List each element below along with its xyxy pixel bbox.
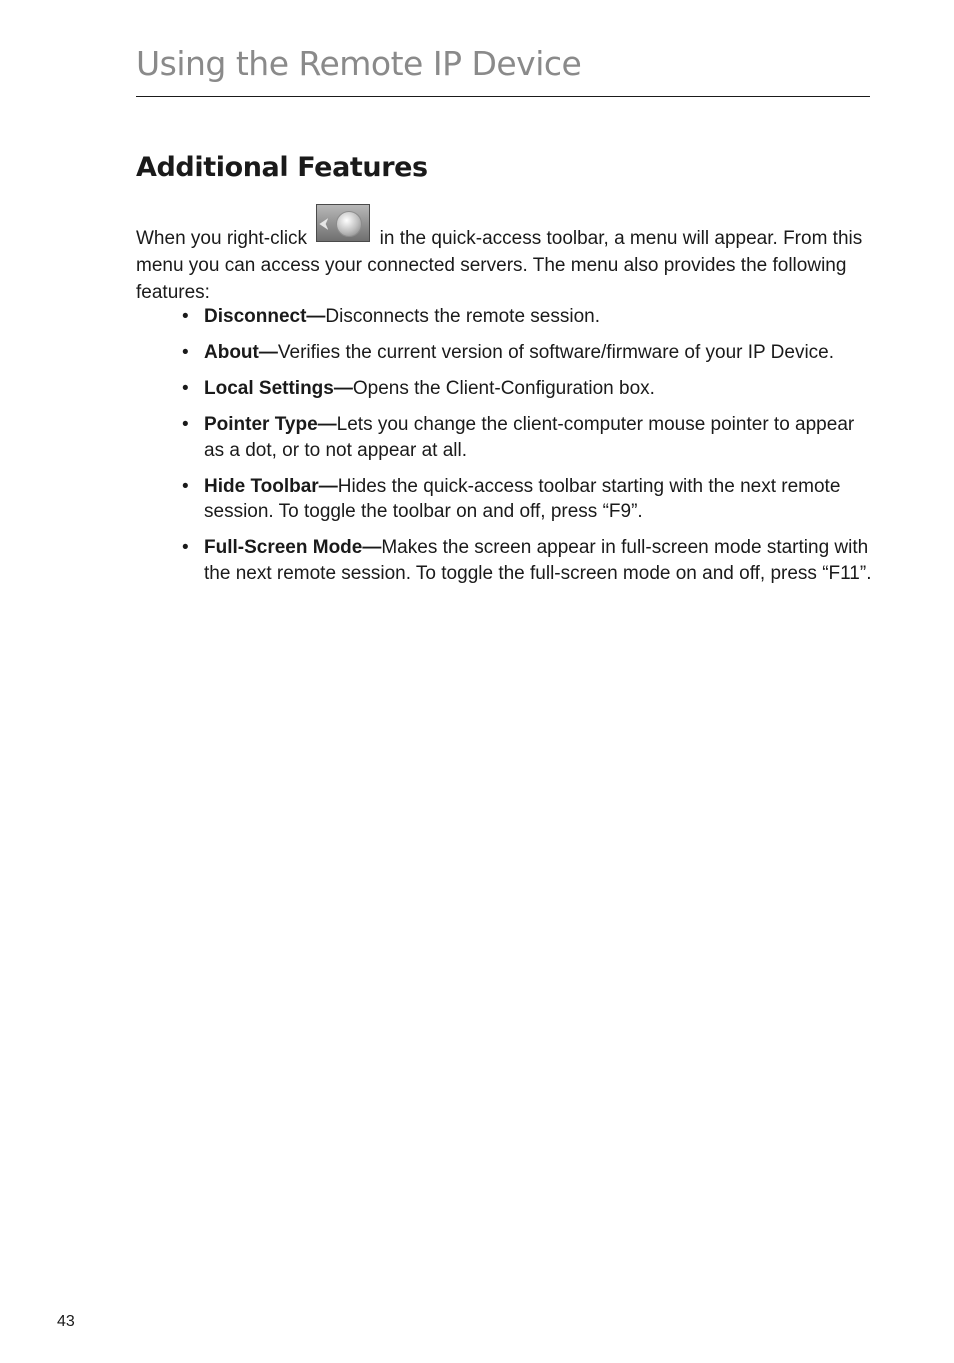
feature-description: Verifies the current version of software/firmware of your IP Device.: [277, 342, 835, 363]
list-item: [182, 474, 872, 525]
list-item: [182, 412, 872, 463]
feature-description: Disconnects the remote session.: [325, 306, 600, 327]
bullet: •: [182, 414, 189, 435]
bullet: •: [182, 378, 189, 399]
intro-paragraph: [136, 214, 866, 306]
feature-term: Disconnect—: [204, 306, 326, 327]
page-number: 43: [57, 1313, 75, 1330]
feature-term: Pointer Type—: [204, 414, 337, 435]
section-title: Additional Features: [136, 152, 428, 183]
intro-text-before-icon: When you right-click: [136, 228, 308, 249]
globe-icon: [336, 211, 362, 237]
feature-description: Opens the Client-Configuration box.: [352, 378, 655, 399]
remote-toolbar-icon: [316, 204, 370, 242]
list-item: [182, 535, 872, 586]
chevron-left-icon: [319, 218, 328, 230]
bullet: •: [182, 475, 189, 497]
list-item: [182, 340, 872, 366]
feature-description: Makes the screen appear in full-screen mode starting with the next remote session. To toggle the full-screen mode on and off, press “F11”.: [204, 537, 872, 584]
feature-term: Hide Toolbar—: [204, 475, 338, 497]
bullet: •: [182, 537, 189, 558]
feature-term: Local Settings—: [204, 378, 353, 399]
feature-description: Lets you change the client-computer mouse pointer to appear as a dot, or to not appear at all.: [204, 414, 855, 461]
feature-description: Hides the quick-access toolbar starting with the next remote session. To toggle the toolbar on and off, press “F9”.: [204, 475, 841, 522]
intro-text-after-icon: in the quick-access toolbar, a menu will appear. From this menu you can access your connected servers. The menu also provides the following features:: [136, 228, 863, 303]
list-item: [182, 376, 872, 402]
feature-term: About—: [204, 342, 278, 363]
feature-list: [182, 304, 872, 597]
bullet: •: [182, 306, 189, 327]
page-header-title: Using the Remote IP Device: [136, 44, 582, 83]
feature-term: Full-Screen Mode—: [204, 537, 382, 558]
page-header: [136, 40, 870, 97]
list-item: [182, 304, 872, 330]
bullet: •: [182, 342, 189, 363]
